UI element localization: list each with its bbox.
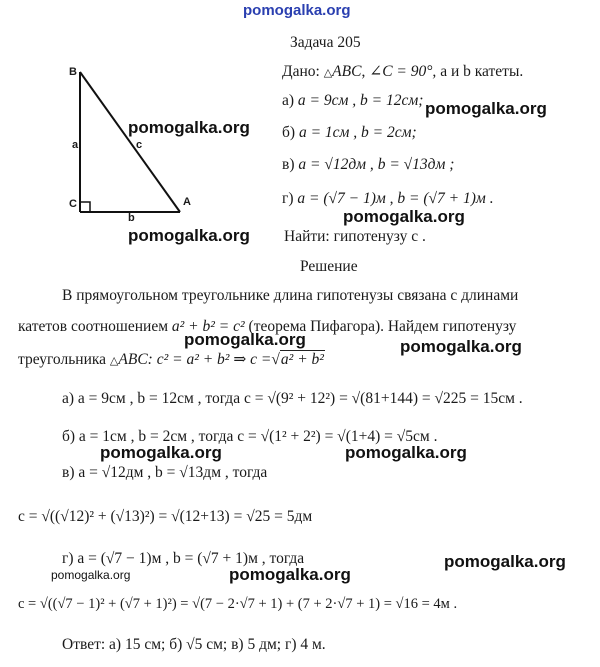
watermark-3[interactable]: pomogalka.org (425, 99, 547, 118)
solution-p3: треугольника △ABC: c² = a² + b² ⇒ c =√a² + b² (18, 351, 324, 368)
task-title: Задача 205 (290, 34, 361, 51)
case-b-label: б) (282, 124, 296, 141)
case-a (282, 92, 423, 110)
case-b-expr: a = 1см , b = 2см; (298, 124, 417, 141)
solution-line-v2: c = √((√12)² + (√13)²) = √(12+13) = √25 = 5дм (18, 508, 313, 525)
watermark-small[interactable]: pomogalka.org (51, 568, 131, 582)
solution-line-v1: в) a = √12дм , b = √13дм , тогда (62, 464, 268, 481)
case-v-expr-a: a = √12дм , (298, 156, 374, 173)
vertex-c-label: C (69, 198, 77, 210)
given-legs: a и b катеты. (440, 63, 524, 80)
p3-formula: c² = a² + b² ⇒ c = (156, 351, 272, 368)
side-b-label: b (128, 212, 135, 224)
given-prefix: Дано: (282, 63, 320, 80)
watermark-8[interactable]: pomogalka.org (345, 443, 467, 462)
case-a-label: а) (282, 92, 295, 109)
case-b (282, 124, 417, 142)
watermark-top[interactable]: pomogalka.org (243, 2, 351, 19)
solution-p1: В прямоугольном треугольнике длина гипотенузы связана с длинами (62, 287, 519, 304)
watermark-5[interactable]: pomogalka.org (184, 330, 306, 349)
find-line: Найти: гипотенузу c . (284, 228, 426, 245)
p2-pre: катетов соотношением (18, 318, 169, 335)
vertex-a-label: A (183, 196, 191, 208)
case-g (282, 190, 494, 208)
watermark-6[interactable]: pomogalka.org (400, 337, 522, 356)
case-a-expr: a = 9см , b = 12см; (297, 92, 424, 109)
pythagoras-formula: a² + b² = c² (171, 318, 245, 335)
solution-line-a: а) a = 9см , b = 12см , тогда c = √(9² + 12²) = √(81+144) = √225 = 15см . (62, 390, 523, 407)
answer-line: Ответ: а) 15 см; б) √5 см; в) 5 дм; г) 4 м. (62, 636, 326, 653)
p2-post: (теорема Пифагора). Найдем гипотенузу (248, 318, 517, 335)
solution-line-g1: г) a = (√7 − 1)м , b = (√7 + 1)м , тогда (62, 550, 305, 567)
case-g-expr: a = (√7 − 1)м , b = (√7 + 1)м . (297, 190, 494, 207)
p3-pre: треугольника (18, 351, 107, 368)
side-c-label: c (136, 139, 143, 151)
right-angle-mark (80, 202, 90, 212)
watermark-10[interactable]: pomogalka.org (229, 565, 351, 584)
side-a-label: a (72, 139, 79, 151)
watermark-7[interactable]: pomogalka.org (100, 443, 222, 462)
solution-heading: Решение (300, 258, 358, 275)
p3-triangle: ABC: (118, 351, 153, 368)
p3-radicand: a² + b² (280, 351, 324, 368)
given-triangle: ABC (332, 63, 362, 80)
given-line: Дано: △ABC, ∠C = 90°, a и b катеты. (282, 63, 524, 80)
case-g-label: г) (282, 190, 294, 207)
case-v-expr-b: b = √13дм ; (377, 156, 455, 173)
watermark-4[interactable]: pomogalka.org (343, 207, 465, 226)
solution-line-g2: c = √((√7 − 1)² + (√7 + 1)²) = √(7 − 2·√7 + 1) + (7 + 2·√7 + 1) = √16 = 4м . (18, 596, 458, 612)
hypotenuse-line (80, 72, 180, 212)
watermark-9[interactable]: pomogalka.org (444, 552, 566, 571)
solution-line-b: б) a = 1см , b = 2см , тогда c = √(1² + 2²) = √(1+4) = √5см . (62, 428, 438, 445)
watermark-1[interactable]: pomogalka.org (128, 118, 250, 137)
given-angle: C = 90°, (382, 63, 437, 80)
vertex-b-label: B (69, 66, 77, 78)
watermark-2[interactable]: pomogalka.org (128, 226, 250, 245)
case-v-label: в) (282, 156, 295, 173)
case-v (282, 156, 454, 174)
